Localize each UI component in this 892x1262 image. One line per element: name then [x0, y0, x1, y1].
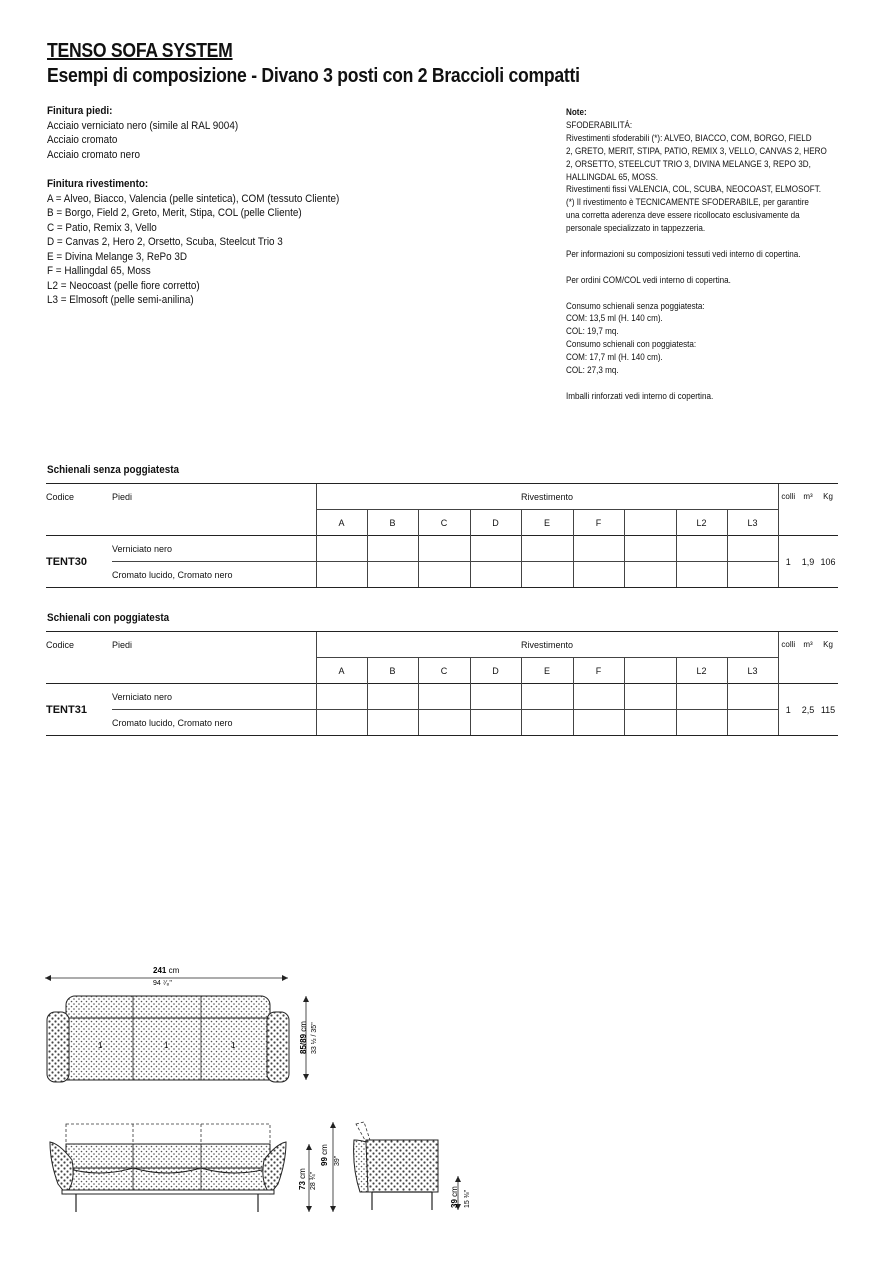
note-line: Rivestimenti sfoderabili (*): ALVEO, BIACCO, COM, BORGO, FIELD — [566, 132, 812, 143]
upholstery-finish-heading: Finitura rivestimento: — [47, 178, 149, 190]
grade-header: L2 — [676, 658, 727, 684]
price-table-con — [46, 631, 838, 736]
feet-option: Cromato lucido, Cromato nero — [112, 562, 316, 588]
grade-header: B — [367, 510, 418, 536]
colli-value: 1 — [778, 684, 798, 736]
colli-value: 1 — [778, 536, 798, 588]
upholstery-grade-item: E = Divina Melange 3, RePo 3D — [47, 250, 188, 263]
upholstery-grade-item: L3 = Elmosoft (pelle semi-anilina) — [47, 294, 194, 306]
grade-header: A — [316, 658, 367, 684]
col-header-kg: Kg — [818, 632, 838, 658]
seat-height-cm: 39 cm — [450, 1186, 459, 1208]
note-line: una corretta aderenza deve essere ricollocato esclusivamente da — [566, 210, 800, 221]
note-line: (*) Il rivestimento è TECNICAMENTE SFODERABILE, per garantire — [566, 197, 809, 208]
col-header-colli: colli — [778, 484, 798, 510]
feet-option: Verniciato nero — [112, 684, 316, 710]
note-consumo-line: Consumo schienali senza poggiatesta: — [566, 300, 705, 311]
grade-header — [624, 510, 676, 536]
width-in: 94 ⁷⁄₈" — [153, 980, 172, 987]
note-line: HALLINGDAL 65, MOSS. — [566, 171, 658, 182]
seat-height-dimension — [450, 1176, 471, 1210]
seat-number: 1 — [164, 1041, 169, 1050]
feet-finish-item: Acciaio cromato — [47, 134, 118, 146]
grade-header: F — [573, 658, 624, 684]
price-table-senza — [46, 483, 838, 588]
col-header-m3: m³ — [798, 632, 818, 658]
m3-value: 1,9 — [798, 536, 818, 588]
note-imballi: Imballi rinforzati vedi interno di copertina. — [566, 390, 714, 401]
col-header-piedi: Piedi — [112, 632, 316, 658]
total-height-in: 39" — [334, 1155, 341, 1166]
grade-header: E — [521, 658, 573, 684]
height-in: 28 ¾" — [310, 1171, 317, 1190]
col-header-codice: Codice — [46, 632, 112, 658]
col-header-colli: colli — [778, 632, 798, 658]
upholstery-grade-item: A = Alveo, Biacco, Valencia (pelle sintetica), COM (tessuto Cliente) — [47, 192, 340, 205]
depth-in: 33 ½ / 35" — [311, 1022, 318, 1054]
product-code: TENT31 — [46, 684, 112, 736]
note-line: 2, ORSETTO, STEELCUT TRIO 3, DIVINA MELANGE 3, REPO 3D, — [566, 158, 811, 169]
table-title: Schienali con poggiatesta — [47, 612, 170, 624]
upholstery-grade-item: F = Hallingdal 65, Moss — [47, 265, 151, 277]
grade-header: C — [418, 658, 470, 684]
grade-header: D — [470, 510, 521, 536]
grade-header: F — [573, 510, 624, 536]
height-cm: 73 cm — [298, 1168, 307, 1190]
depth-cm: 85/89 cm — [299, 1021, 308, 1054]
sofa-front-view — [50, 1124, 286, 1212]
col-header-piedi: Piedi — [112, 484, 316, 510]
note-line: 2, GRETO, MERIT, STIPA, PATIO, REMIX 3, VELLO, CANVAS 2, HERO — [566, 145, 827, 156]
col-header-rivestimento: Rivestimento — [316, 632, 778, 658]
grade-header: C — [418, 510, 470, 536]
product-code: TENT30 — [46, 536, 112, 588]
seat-height-in: 15 ⅜" — [464, 1189, 471, 1208]
notes-column — [566, 106, 827, 403]
finishes-column — [47, 104, 425, 308]
seat-number: 1 — [98, 1041, 103, 1050]
seat-number: 1 — [231, 1041, 236, 1050]
note-consumo-line: COL: 19,7 mq. — [566, 326, 619, 337]
grade-header: D — [470, 658, 521, 684]
note-line: personale specializzato in tappezzeria. — [566, 223, 706, 234]
table-title: Schienali senza poggiatesta — [47, 464, 180, 476]
height-dimensions — [298, 1122, 341, 1212]
kg-value: 115 — [818, 684, 838, 736]
feet-finish-item: Acciaio cromato nero — [47, 148, 140, 161]
note-info: Per informazioni su composizioni tessuti vedi interno di copertina. — [566, 248, 801, 259]
page-subtitle: Esempi di composizione - Divano 3 posti con 2 Braccioli compatti — [47, 65, 580, 87]
note-line: Rivestimenti fissi VALENCIA, COL, SCUBA, NEOCOAST, ELMOSOFT. — [566, 184, 822, 195]
notes-heading: Note: — [566, 107, 587, 117]
col-header-m3: m³ — [798, 484, 818, 510]
grade-header: L3 — [727, 658, 778, 684]
col-header-rivestimento: Rivestimento — [316, 484, 778, 510]
sofa-side-view — [354, 1122, 438, 1210]
col-header-codice: Codice — [46, 484, 112, 510]
upholstery-grade-item: C = Patio, Remix 3, Vello — [47, 221, 157, 234]
width-cm: 241 cm — [153, 966, 180, 975]
note-consumo-line: Consumo schienali con poggiatesta: — [566, 339, 697, 350]
note-consumo-line: COM: 17,7 ml (H. 140 cm). — [566, 352, 663, 363]
width-dimension — [45, 966, 288, 987]
feet-finish-heading: Finitura piedi: — [47, 105, 113, 117]
note-consumo-line: COM: 13,5 ml (H. 140 cm). — [566, 313, 663, 324]
m3-value: 2,5 — [798, 684, 818, 736]
col-header-kg: Kg — [818, 484, 838, 510]
grade-header: B — [367, 658, 418, 684]
grade-header: A — [316, 510, 367, 536]
note-line: SFODERABILITÁ: — [566, 119, 633, 130]
kg-value: 106 — [818, 536, 838, 588]
upholstery-grade-item: B = Borgo, Field 2, Greto, Merit, Stipa, COL (pelle Cliente) — [47, 207, 302, 219]
note-orders: Per ordini COM/COL vedi interno di copertina. — [566, 274, 731, 285]
note-consumo-line: COL: 27,3 mq. — [566, 365, 619, 376]
feet-option: Verniciato nero — [112, 536, 316, 562]
page-title: TENSO SOFA SYSTEM — [47, 40, 233, 62]
grade-header — [624, 658, 676, 684]
grade-header: E — [521, 510, 573, 536]
sofa-technical-drawing — [0, 955, 520, 1225]
feet-option: Cromato lucido, Cromato nero — [112, 710, 316, 736]
grade-header: L3 — [727, 510, 778, 536]
feet-finish-item: Acciaio verniciato nero (simile al RAL 9004) — [47, 119, 239, 132]
total-height-cm: 99 cm — [320, 1144, 329, 1166]
upholstery-grade-item: L2 = Neocoast (pelle fiore corretto) — [47, 279, 200, 292]
grade-header: L2 — [676, 510, 727, 536]
sofa-top-view — [47, 996, 289, 1082]
upholstery-grade-item: D = Canvas 2, Hero 2, Orsetto, Scuba, Steelcut Trio 3 — [47, 236, 283, 248]
depth-dimension — [299, 996, 318, 1080]
